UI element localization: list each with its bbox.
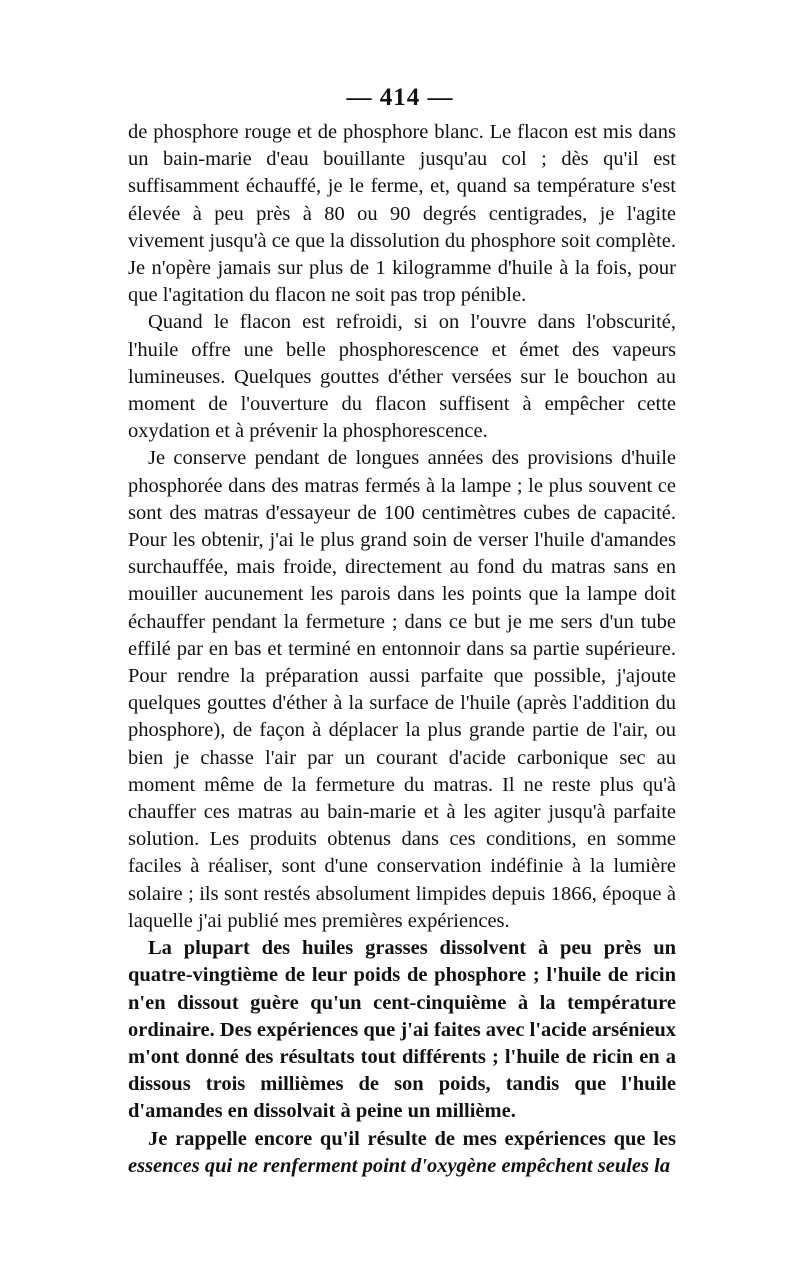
paragraph-5-plain: Je rappelle encore qu'il résulte de mes expériences que les — [148, 1127, 676, 1150]
body-text — [128, 119, 676, 1180]
paragraph-3: Je conserve pendant de longues années des provisions d'huile phosphorée dans des matras fermés à la lampe ; le plus souvent ce sont des matras d'essayeur de 100 centimètres cubes de capacité. Pour les obtenir, j'ai le plus grand soin de verser l'huile d'amandes surchauffée, mais froide, directement au fond du matras sans en mouiller aucunement les parois dans les points que la lampe doit échauffer pendant la fermeture ; dans ce but je me sers d'un tube effilé par en bas et terminé en entonnoir dans sa partie supérieure. Pour rendre la préparation aussi parfaite que possible, j'ajoute quelques gouttes d'éther à la surface de l'huile (après l'addition du phosphore), de façon à déplacer la plus grande partie de l'air, ou bien je chasse l'air par un courant d'acide carbonique sec au moment même de la fermeture du matras. Il ne reste plus qu'à chauffer ces matras au bain-marie et à les agiter jusqu'à parfaite solution. Les produits obtenus dans ces conditions, en somme faciles à réaliser, sont d'une conservation indéfinie à la lumière solaire ; ils sont restés absolument limpides depuis 1866, époque à laquelle j'ai publié mes premières expériences. — [128, 447, 676, 932]
paragraph-1: de phosphore rouge et de phosphore blanc. Le flacon est mis dans un bain-marie d'eau bouillante jusqu'au col ; dès qu'il est suffisamment échauffé, je le ferme, et, quand sa température s'est élevée à peu près à 80 ou 90 degrés centigrades, je l'agite vivement jusqu'à ce que la dissolution du phosphore soit complète. Je n'opère jamais sur plus de 1 kilogramme d'huile à la fois, pour que l'agitation du flacon ne soit pas trop pénible. — [128, 121, 676, 307]
page-number: — 414 — — [346, 84, 454, 111]
paragraph-2: Quand le flacon est refroidi, si on l'ouvre dans l'obscurité, l'huile offre une belle phosphorescence et émet des vapeurs lumineuses. Quelques gouttes d'éther versées sur le bouchon au moment de l'ouverture du flacon suffisent à empêcher cette oxydation et à prévenir la phosphorescence. — [128, 311, 676, 443]
paragraph-5 — [128, 1126, 676, 1180]
paragraph-4: La plupart des huiles grasses dissolvent à peu près un quatre-vingtième de leur poids de phosphore ; l'huile de ricin n'en dissout guère qu'un cent-cinquième à la température ordinaire. Des expériences que j'ai faites avec l'acide arsénieux m'ont donné des résultats tout différents ; l'huile de ricin en a dissous trois millièmes de son poids, tandis que l'huile d'amandes en dissolvait à peine un millième. — [128, 937, 676, 1123]
paragraph-5-italic: essences qui ne renferment point d'oxygène empêchent seules la — [128, 1154, 671, 1177]
